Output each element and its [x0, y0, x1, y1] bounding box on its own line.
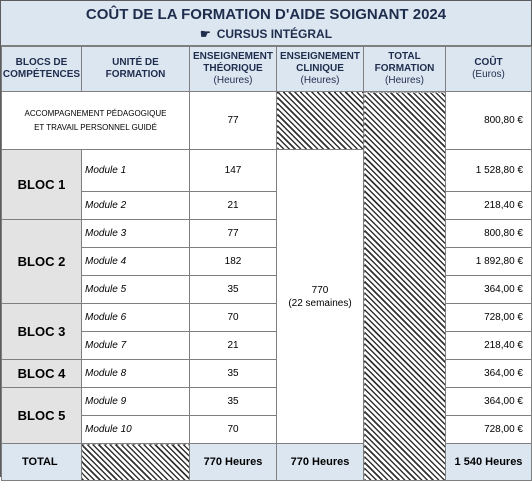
module-cost: 728,00 €: [446, 416, 532, 444]
module-name: Module 8: [82, 360, 190, 388]
module-cost: 364,00 €: [446, 276, 532, 304]
table-row: [2, 360, 532, 388]
module-cost: 800,80 €: [446, 220, 532, 248]
subtitle: [1, 26, 531, 42]
page-title: COÛT DE LA FORMATION D'AIDE SOIGNANT 2024: [85, 6, 447, 23]
module-hours: 70: [190, 416, 277, 444]
table-row: [2, 416, 532, 444]
table-row: [2, 192, 532, 220]
module-name: Module 3: [82, 220, 190, 248]
bloc-label: BLOC 2: [2, 220, 82, 304]
module-cost: 218,40 €: [446, 332, 532, 360]
hatched-total-column: [364, 92, 446, 481]
header-theorique: ENSEIGNEMENT THÉORIQUE (Heures): [190, 47, 277, 92]
module-hours: 21: [190, 332, 277, 360]
module-name: Module 2: [82, 192, 190, 220]
module-cost: 728,00 €: [446, 304, 532, 332]
clinical-hours: 770: [311, 284, 329, 296]
bloc-label: BLOC 5: [2, 388, 82, 444]
total-row: [2, 444, 532, 481]
module-name: Module 4: [82, 248, 190, 276]
hatched-cell: [277, 92, 364, 150]
module-cost: 364,00 €: [446, 388, 532, 416]
table-row: [2, 304, 532, 332]
table-row: [2, 332, 532, 360]
header-blocs: BLOCS DE COMPÉTENCES: [2, 47, 82, 92]
module-hours: 70: [190, 304, 277, 332]
module-name: Module 6: [82, 304, 190, 332]
total-theorique: 770 Heures: [190, 444, 277, 481]
header-cout: COÛT (Euros): [446, 47, 532, 92]
module-hours: 35: [190, 360, 277, 388]
header-row: [2, 47, 532, 92]
accompagnement-cost: 800,80 €: [446, 92, 532, 150]
module-hours: 77: [190, 220, 277, 248]
table-row: [2, 388, 532, 416]
module-cost: 1 528,80 €: [446, 150, 532, 192]
accompagnement-label: ACCOMPAGNEMENT PÉDAGOGIQUE ET TRAVAIL PERSONNEL GUIDÉ: [2, 92, 190, 150]
module-hours: 21: [190, 192, 277, 220]
module-name: Module 10: [82, 416, 190, 444]
module-cost: 218,40 €: [446, 192, 532, 220]
title-block: [1, 1, 531, 46]
module-hours: 182: [190, 248, 277, 276]
clinical-weeks: (22 semaines): [288, 297, 352, 309]
module-name: Module 5: [82, 276, 190, 304]
hatched-cell: [82, 444, 190, 481]
total-formation: 1 540 Heures: [446, 444, 532, 481]
header-total: TOTAL FORMATION (Heures): [364, 47, 446, 92]
module-hours: 35: [190, 388, 277, 416]
pointing-hand-icon: ☛: [199, 27, 211, 41]
bloc-label: BLOC 4: [2, 360, 82, 388]
header-clinique: ENSEIGNEMENT CLINIQUE (Heures): [277, 47, 364, 92]
total-clinique: 770 Heures: [277, 444, 364, 481]
total-label: TOTAL: [2, 444, 82, 481]
module-hours: 35: [190, 276, 277, 304]
table-row: [2, 220, 532, 248]
clinical-hours-cell: [277, 150, 364, 444]
module-name: Module 7: [82, 332, 190, 360]
bloc-label: BLOC 3: [2, 304, 82, 360]
accompagnement-row: [2, 92, 532, 150]
cost-table: [1, 46, 532, 481]
subtitle-text: CURSUS INTÉGRAL: [216, 27, 333, 41]
module-hours: 147: [190, 150, 277, 192]
table-row: [2, 150, 532, 192]
module-cost: 1 892,80 €: [446, 248, 532, 276]
module-cost: 364,00 €: [446, 360, 532, 388]
table-row: [2, 248, 532, 276]
header-unite: UNITÉ DE FORMATION: [82, 47, 190, 92]
accompagnement-hours: 77: [190, 92, 277, 150]
table-row: [2, 276, 532, 304]
module-name: Module 9: [82, 388, 190, 416]
module-name: Module 1: [82, 150, 190, 192]
bloc-label: BLOC 1: [2, 150, 82, 220]
